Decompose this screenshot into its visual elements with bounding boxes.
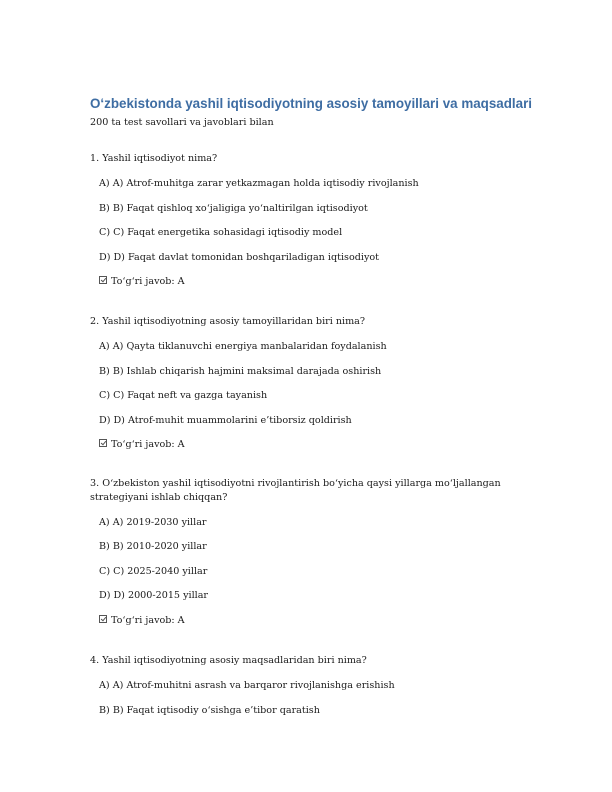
answer-text: To‘g‘ri javob: A (111, 276, 185, 287)
checkbox-icon (99, 439, 107, 447)
option-b: B) B) 2010-2020 yillar (99, 541, 207, 552)
option-c: C) C) Faqat energetika sohasidagi iqtisodiy model (99, 227, 343, 238)
option-a: A) A) Atrof-muhitni asrash va barqaror rivojlanishga erishish (99, 680, 395, 691)
option-a: A) A) Qayta tiklanuvchi energiya manbalaridan foydalanish (99, 341, 387, 352)
answer-text: To‘g‘ri javob: A (111, 615, 185, 626)
option-c: C) C) 2025-2040 yillar (99, 566, 208, 577)
question-text: 3. O‘zbekiston yashil iqtisodiyotni rivojlantirish bo‘yicha qaysi yillarga mo‘ljallangan strategiyani ishlab chiqqan? (90, 478, 501, 503)
option-d: D) D) 2000-2015 yillar (99, 590, 209, 601)
option-d: D) D) Atrof-muhit muammolarini e’tiborsiz qoldirish (99, 415, 352, 426)
option-b: B) B) Faqat qishloq xo‘jaligiga yo‘naltirilgan iqtisodiyot (99, 203, 368, 214)
option-a: A) A) 2019-2030 yillar (99, 517, 207, 528)
question-text: 4. Yashil iqtisodiyotning asosiy maqsadlaridan biri nima? (90, 655, 367, 666)
question-4 (90, 654, 520, 729)
correct-answer (99, 439, 185, 450)
question-text: 1. Yashil iqtisodiyot nima? (90, 153, 218, 164)
option-c: C) C) Faqat neft va gazga tayanish (99, 390, 268, 401)
option-b: B) B) Ishlab chiqarish hajmini maksimal darajada oshirish (99, 366, 382, 377)
question-2 (90, 315, 520, 455)
correct-answer (99, 615, 185, 626)
checkbox-icon (99, 615, 107, 623)
checkbox-icon (99, 276, 107, 284)
correct-answer (99, 276, 185, 287)
document-subtitle: 200 ta test savollari va javoblari bilan (90, 117, 274, 128)
option-d: D) D) Faqat davlat tomonidan boshqariladigan iqtisodiyot (99, 252, 379, 263)
document-title: O‘zbekistonda yashil iqtisodiyotning asosiy tamoyillari va maqsadlari (90, 96, 533, 111)
question-text: 2. Yashil iqtisodiyotning asosiy tamoyillaridan biri nima? (90, 316, 366, 327)
question-1 (90, 152, 520, 292)
option-b: B) B) Faqat iqtisodiy o‘sishga e’tibor qaratish (99, 705, 320, 716)
option-a: A) A) Atrof-muhitga zarar yetkazmagan holda iqtisodiy rivojlanish (99, 178, 419, 189)
question-3 (90, 477, 520, 632)
answer-text: To‘g‘ri javob: A (111, 439, 185, 450)
